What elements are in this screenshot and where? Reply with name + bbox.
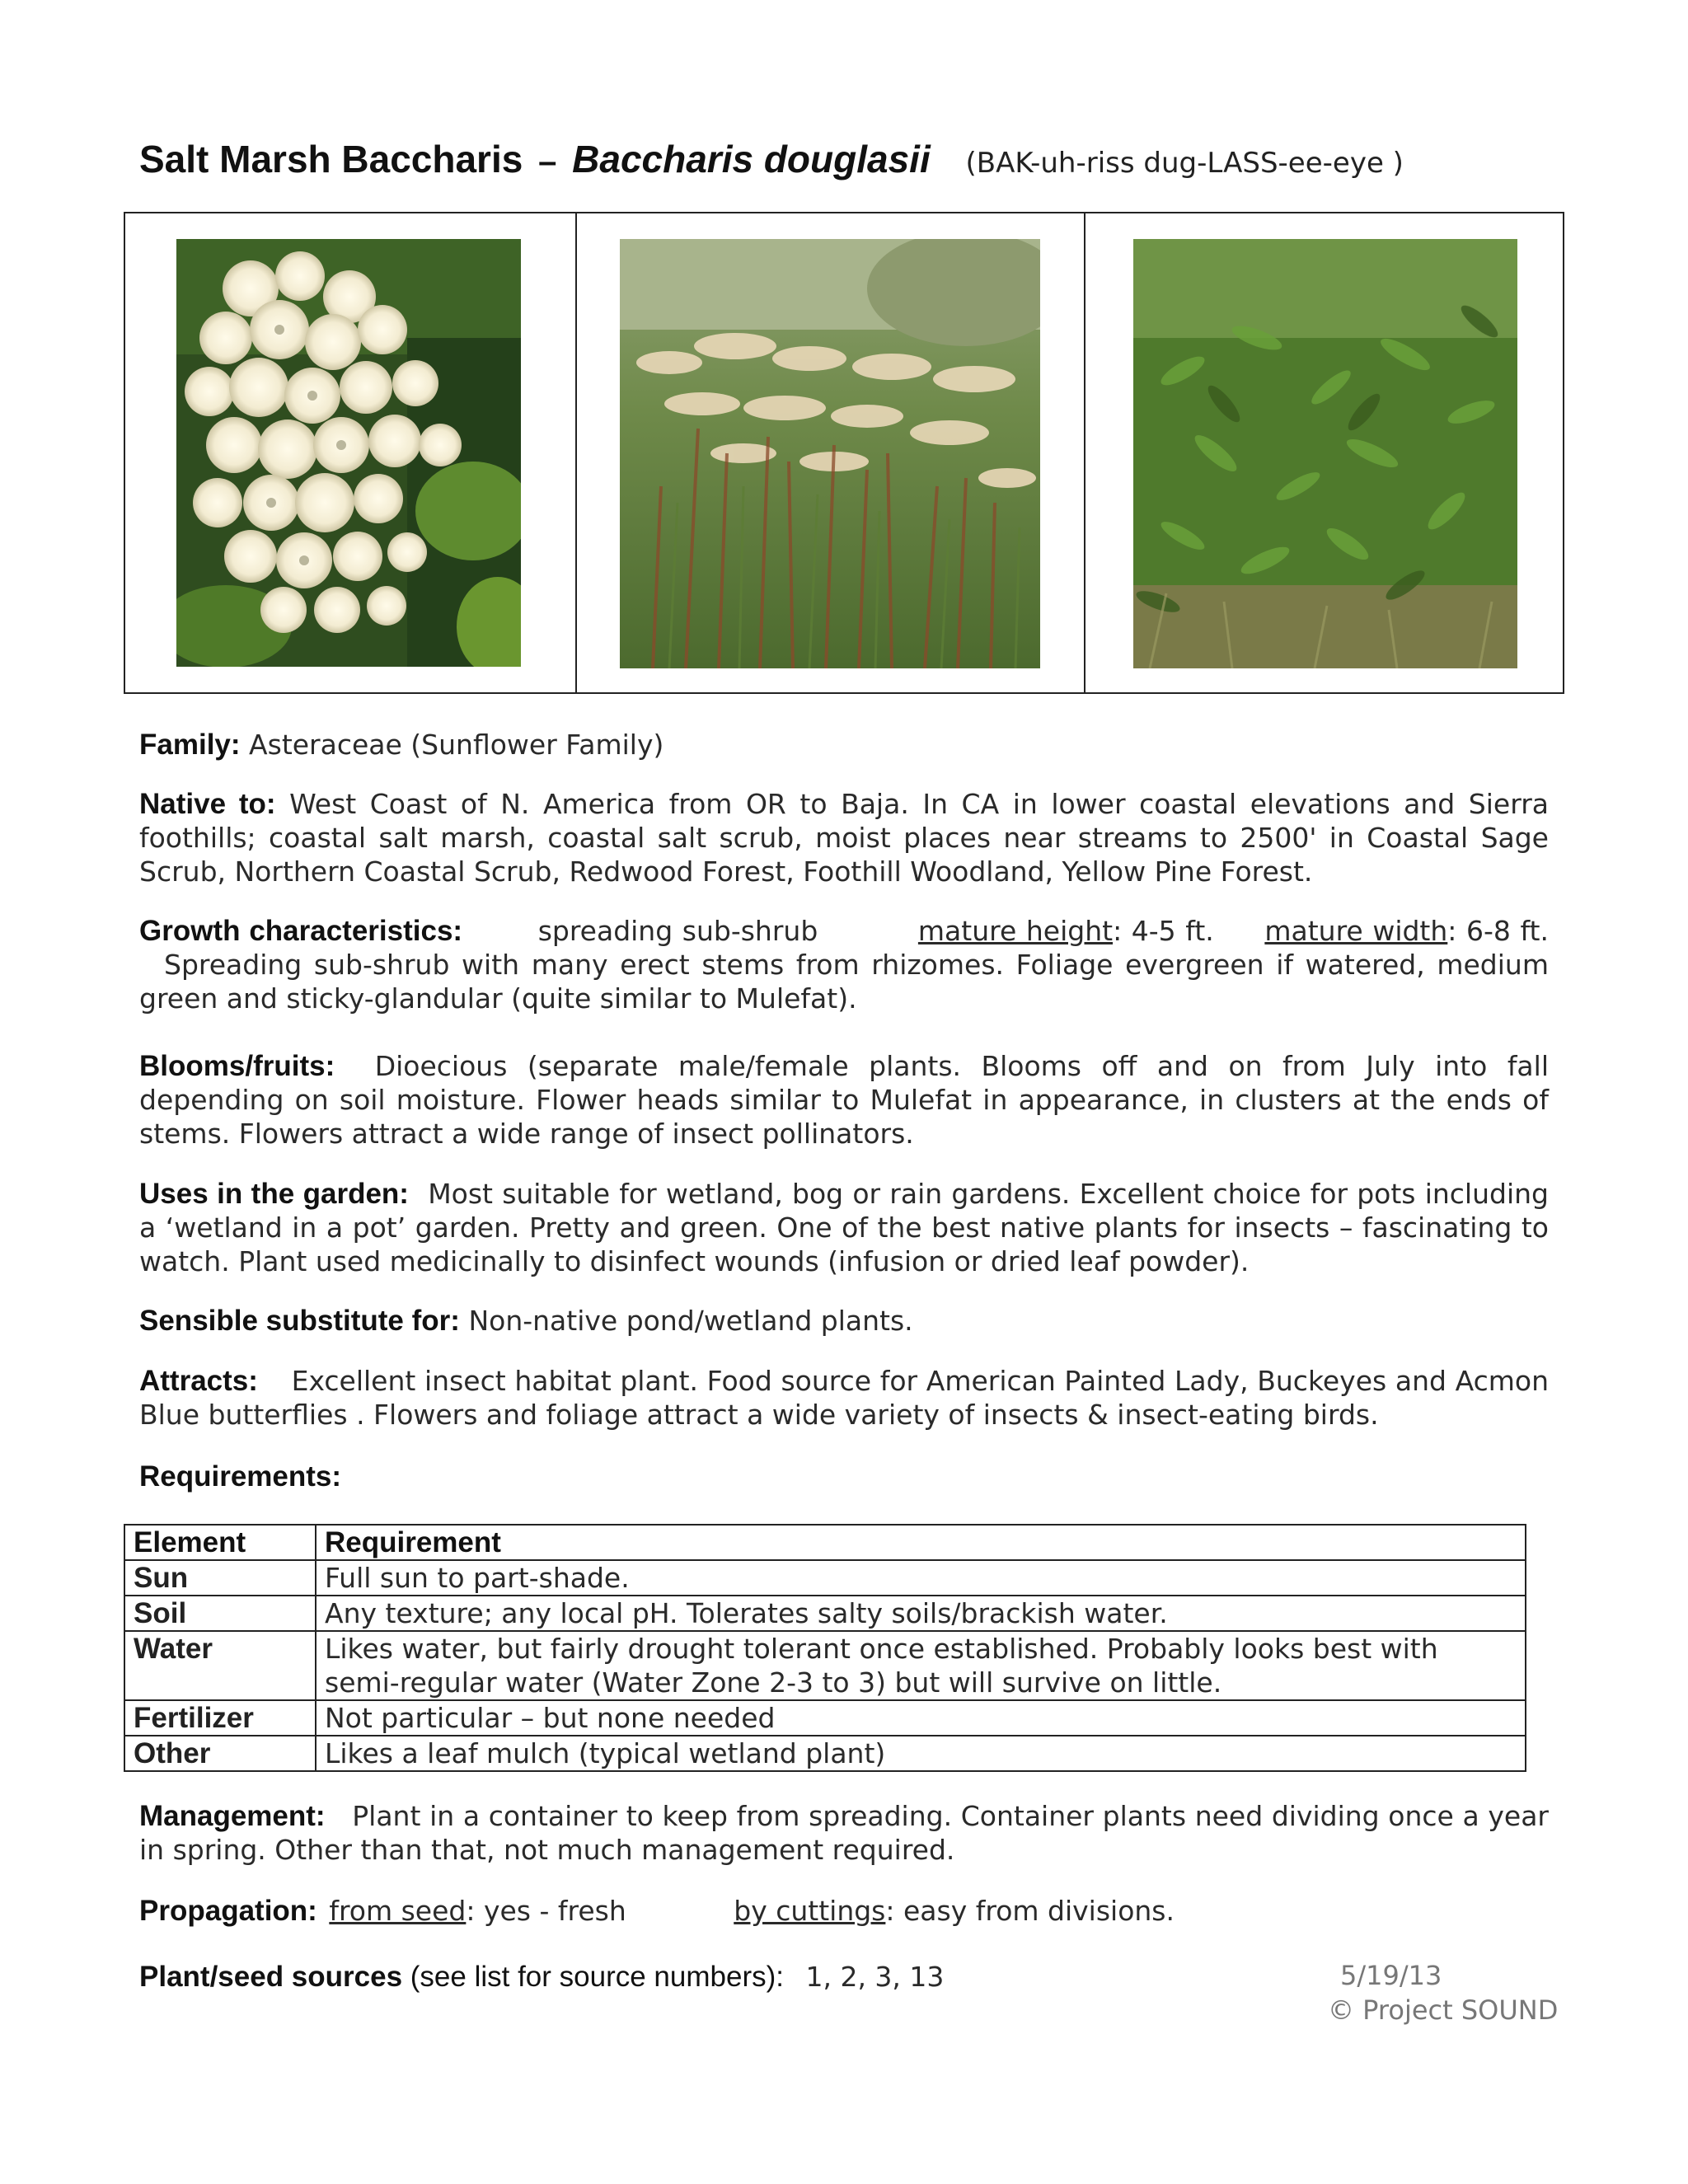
row-requirement: Not particular – but none needed: [316, 1700, 1526, 1736]
native-text: West Coast of N. America from OR to Baja. In CA in lower coastal elevations and Sierra foothills; coastal salt marsh, coastal salt scrub, moist places near streams to 2500' in Coastal Sage Scrub, Northern Coastal Scrub, Redwood Forest, Foothill Woodland, Yellow Pine Forest.: [139, 788, 1549, 888]
table-row: [124, 1700, 1526, 1736]
growth-label: Growth characteristics:: [139, 915, 463, 947]
photo-cell-2: [575, 213, 1084, 692]
row-requirement: Full sun to part-shade.: [316, 1560, 1526, 1596]
header-element: Element: [124, 1525, 316, 1560]
propagation-section: [139, 1894, 1549, 1928]
row-element: Sun: [124, 1560, 316, 1596]
family-label: Family:: [139, 729, 241, 761]
table-row: [124, 1736, 1526, 1771]
common-name: Salt Marsh Baccharis: [139, 138, 523, 180]
sources-label: Plant/seed sources: [139, 1961, 403, 1993]
mature-width-value: : 6-8 ft.: [1447, 915, 1549, 947]
attracts-text: Excellent insect habitat plant. Food source for American Painted Lady, Buckeyes and Acmon Blue butterflies . Flowers and foliage attract a wide variety of insects & insect-eating birds.: [139, 1365, 1549, 1431]
requirements-table: [124, 1524, 1526, 1772]
footer-date: 5/19/13: [1340, 1960, 1442, 1991]
family-text: Asteraceae (Sunflower Family): [249, 729, 664, 761]
mature-height-label: mature height: [917, 915, 1114, 947]
management-section: [139, 1799, 1549, 1867]
substitute-text: Non-native pond/wetland plants.: [468, 1305, 913, 1337]
row-element: Other: [124, 1736, 316, 1771]
native-section: [139, 787, 1549, 888]
mature-width-label: mature width: [1264, 915, 1448, 947]
pronunciation: (BAK-uh-riss dug-LASS-ee-eye ): [965, 147, 1404, 180]
blooms-text: Dioecious (separate male/female plants. Blooms off and on from July into fall depending on soil moisture. Flower heads similar to Mulefat in appearance, in clusters at the ends of stems. Flowers attract a wide range of insect pollinators.: [139, 1050, 1549, 1150]
attracts-section: [139, 1364, 1549, 1432]
mature-height-value: : 4-5 ft.: [1113, 915, 1214, 947]
native-label: Native to:: [139, 788, 276, 820]
flowering-shrub-habitat-photo: [620, 239, 1040, 668]
attracts-label: Attracts:: [139, 1365, 258, 1397]
header-requirement: Requirement: [316, 1525, 1526, 1560]
white-flower-cluster-photo: [176, 239, 521, 667]
requirements-heading: [139, 1460, 1549, 1493]
title-dash: –: [538, 143, 557, 180]
blooms-label: Blooms/fruits:: [139, 1050, 335, 1082]
substitute-label: Sensible substitute for:: [139, 1305, 460, 1337]
uses-text: Most suitable for wetland, bog or rain gardens. Excellent choice for pots including a ‘wetland in a pot’ garden. Pretty and green. One of the best native plants for insects – fascinating to watch. Plant used medicinally to disinfect wounds (infusion or dried leaf powder).: [139, 1178, 1549, 1277]
row-requirement: Likes a leaf mulch (typical wetland plant): [316, 1736, 1526, 1771]
green-foliage-photo: [1133, 239, 1517, 668]
page-title: [139, 137, 1404, 181]
from-seed-label: from seed: [329, 1895, 467, 1927]
family-section: [139, 728, 1549, 762]
by-cuttings-value: : easy from divisions.: [885, 1895, 1175, 1927]
management-label: Management:: [139, 1800, 326, 1832]
propagation-label: Propagation:: [139, 1895, 317, 1927]
footer-copyright: © Project SOUND: [1328, 1994, 1559, 2026]
row-element: Water: [124, 1631, 316, 1700]
table-row: [124, 1560, 1526, 1596]
scientific-name: Baccharis douglasii: [572, 138, 931, 180]
blooms-section: [139, 1049, 1549, 1151]
from-seed-value: : yes - fresh: [466, 1895, 626, 1927]
growth-habit: spreading sub-shrub: [537, 915, 818, 947]
growth-section: [139, 914, 1549, 1015]
row-requirement: Likes water, but fairly drought tolerant once established. Probably looks best with semi-regular water (Water Zone 2-3 to 3) but will survive on little.: [316, 1631, 1526, 1700]
row-element: Fertilizer: [124, 1700, 316, 1736]
table-row: [124, 1631, 1526, 1700]
uses-section: [139, 1177, 1549, 1278]
table-row: [124, 1596, 1526, 1631]
sources-value: 1, 2, 3, 13: [805, 1961, 945, 1993]
table-header-row: [124, 1525, 1526, 1560]
sources-note: (see list for source numbers):: [402, 1961, 784, 1993]
growth-text: Spreading sub-shrub with many erect stems from rhizomes. Foliage evergreen if watered, medium green and sticky-glandular (quite similar to Mulefat).: [139, 949, 1549, 1015]
requirements-label: Requirements:: [139, 1460, 342, 1493]
photo-table: [124, 212, 1564, 694]
by-cuttings-label: by cuttings: [734, 1895, 886, 1927]
photo-cell-3: [1084, 213, 1563, 692]
uses-label: Uses in the garden:: [139, 1178, 409, 1210]
substitute-section: [139, 1304, 1549, 1338]
row-requirement: Any texture; any local pH. Tolerates salty soils/brackish water.: [316, 1596, 1526, 1631]
row-element: Soil: [124, 1596, 316, 1631]
sources-section: [139, 1960, 1293, 1994]
management-text: Plant in a container to keep from spreading. Container plants need dividing once a year in spring. Other than that, not much management required.: [139, 1800, 1550, 1866]
photo-cell-1: [125, 213, 575, 692]
